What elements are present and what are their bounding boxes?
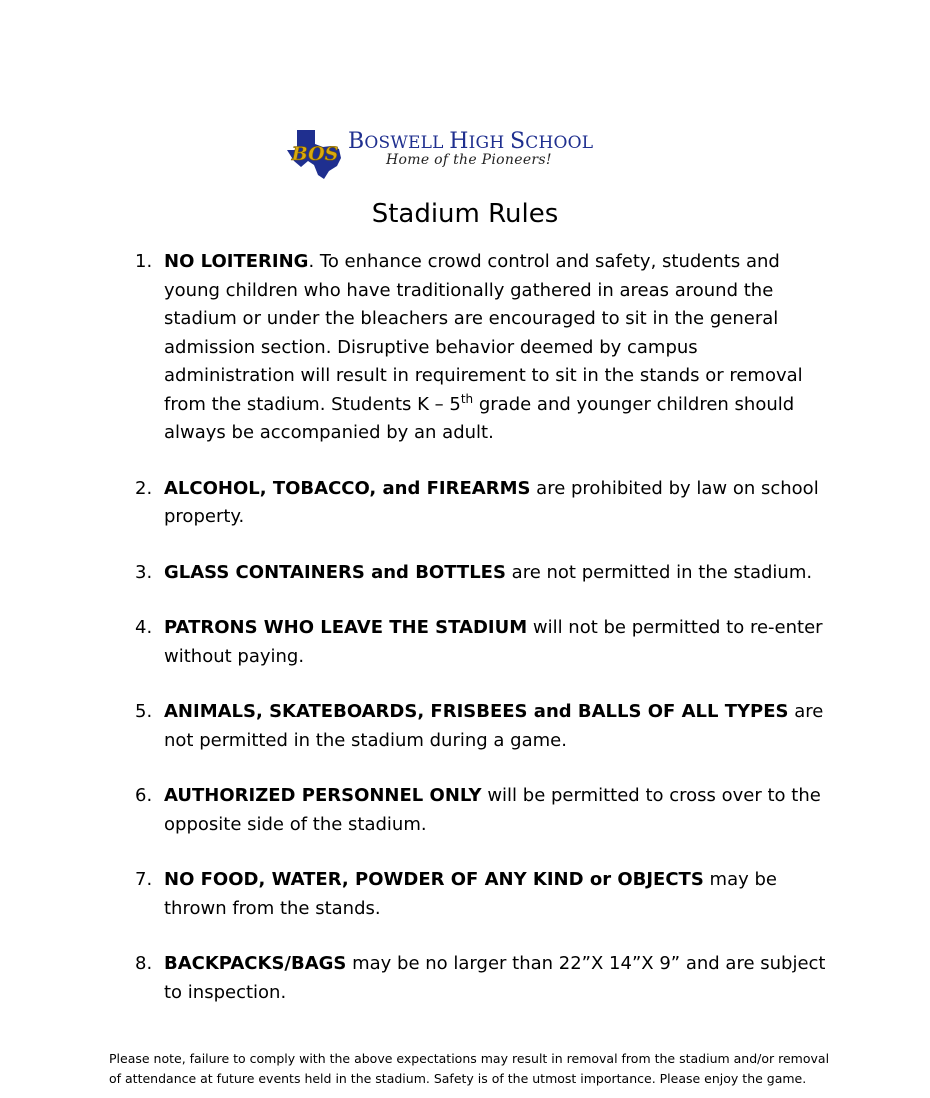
rule-text: ALCOHOL, TOBACCO, and FIREARMS are prohibited by law on school property. [164,477,819,527]
rule-item [135,782,830,839]
rule-number: 5. [135,701,153,722]
rule-item [135,866,830,923]
footer-note: Please note, failure to comply with the above expectations may result in removal from the stadium and/or removal of attendance at future events held in the stadium. Safety is of the utmost importance. Please enjoy the game. [109,1051,830,1086]
rule-item [135,559,830,588]
rule-text: NO FOOD, WATER, POWDER OF ANY KIND or OBJECTS may be thrown from the stands. [164,869,777,919]
rule-text: AUTHORIZED PERSONNEL ONLY will be permitted to cross over to the opposite side of the stadium. [164,785,821,835]
rules-list [135,248,830,1034]
rule-text: ANIMALS, SKATEBOARDS, FRISBEES and BALLS OF ALL TYPES are not permitted in the stadium during a game. [164,701,824,751]
school-tagline: Home of the Pioneers! [386,152,552,168]
logo-text [348,129,594,168]
rule-item [135,475,830,532]
texas-bos-logo-icon [285,128,349,180]
rule-text: GLASS CONTAINERS and BOTTLES are not permitted in the stadium. [164,561,813,583]
rule-number: 8. [135,953,153,974]
rule-text: NO LOITERING. To enhance crowd control and safety, students and young children who have traditionally gathered in areas around the stadium or under the bleachers are encouraged to sit in the general admission section. Disruptive behavior deemed by campus administration will result in requirement to sit in the stands or removal from the stadium. Students K – 5th grade and younger children should always be accompanied by an adult. [164,251,803,443]
rule-number: 7. [135,869,153,890]
school-name: BOSWELL HIGH SCHOOL [348,129,594,154]
rule-item [135,698,830,755]
rule-number: 2. [135,477,153,499]
rule-item [135,248,830,448]
rule-text: BACKPACKS/BAGS may be no larger than 22”X 14”X 9” and are subject to inspection. [164,953,826,1003]
rule-number: 6. [135,785,153,806]
rule-number: 3. [135,561,153,583]
rule-number: 4. [135,617,153,638]
rule-item [135,950,830,1007]
school-logo [285,128,615,180]
logo-monogram: BOS [291,143,339,165]
page-title: Stadium Rules [371,199,559,229]
rule-text: PATRONS WHO LEAVE THE STADIUM will not be permitted to re-enter without paying. [164,617,823,667]
rule-number: 1. [135,251,153,272]
rule-item [135,614,830,671]
